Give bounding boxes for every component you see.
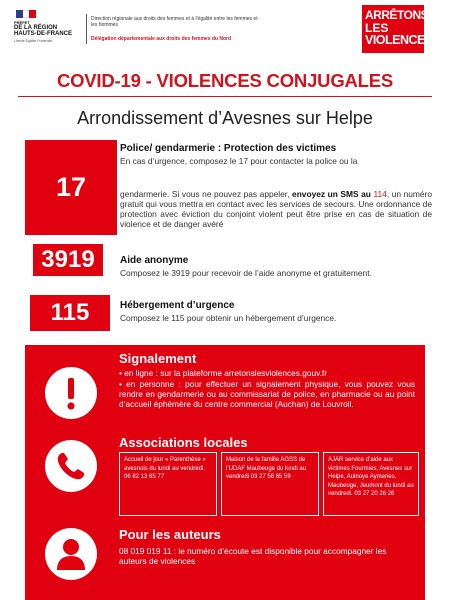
header-divider — [86, 14, 87, 44]
association-card: Maison de la famille AGSS de l’UDAF Maubeuge du lundi au vendredi 03 27 56 65 59 — [221, 452, 319, 516]
police-number-badge: 17 — [25, 140, 117, 235]
stop-logo-line2: LES — [365, 21, 389, 35]
delegation-text: Délégation départementale aux droits des femmes du Nord — [91, 36, 232, 42]
police-title: Police/ gendarmerie : Protection des victimes — [120, 143, 337, 154]
hebergement-body: Composez le 115 pour obtenir un hébergement d’urgence. — [120, 313, 337, 323]
auteurs-title: Pour les auteurs — [119, 527, 221, 542]
phone-icon — [45, 440, 97, 492]
associations-title: Associations locales — [119, 435, 248, 450]
police-body — [120, 189, 432, 229]
prefet-logo — [14, 10, 84, 43]
marianne-flag-icon — [16, 10, 36, 18]
signalement-online: • en ligne : sur la plateforme arretonslesviolences.gouv.fr — [119, 368, 327, 378]
association-card: AJAR service d’aide aux victimes Fourmies, Avesnes sur Helpe, Aulnoye Aymeries, Maubeuge, Jeumont du lundi au vendredi. 03 27 20 26 26 — [323, 452, 419, 516]
signalement-title: Signalement — [119, 351, 197, 366]
sms-number: 114 — [370, 189, 387, 199]
police-body-pre: gendarmerie. Si vous ne pouvez pas appeler, — [120, 189, 293, 199]
prefet-motto: Liberté Égalité Fraternité — [14, 39, 53, 43]
police-body-bold: envoyez un SMS au — [292, 189, 371, 199]
page-title: COVID-19 - VIOLENCES CONJUGALES — [56, 70, 394, 91]
title-divider — [18, 96, 432, 97]
direction-text: Direction régionale aux droits des femmes et à l'égalité entre les femmes et les hommes — [91, 16, 258, 28]
user-icon — [45, 528, 97, 580]
prefet-line1: PRÉFET — [14, 20, 30, 25]
stop-logo-line3: VIOLENCES — [365, 33, 433, 47]
prefet-line3: HAUTS-DE-FRANCE — [14, 31, 72, 37]
info-panel — [25, 345, 425, 600]
association-card: Accueil de jour « Parenthèse » avesnois du lundi au vendredi. 06 82 13 65 77 — [119, 452, 217, 516]
aide-title: Aide anonyme — [120, 255, 189, 266]
signalement-in-person: • en personne : pour effectuer un signalement physique, vous pouvez vous rendre en gendarmerie ou au commissariat de police, en pharmacie ou au point d’accueil éphémère du centre commercial (Auchan) de Louvroil. — [119, 379, 415, 409]
aide-body: Composez le 3919 pour recevoir de l’aide anonyme et gratuitement. — [120, 268, 372, 278]
police-body-post: , un numéro gratuit qui vous mettra en contact avec les services de secours. Une ordonnance de protection avec éviction du conjoint violent peut être prise en cas de situation de violence et de danger avéré — [120, 189, 433, 229]
police-first-line: En cas d’urgence, composez le 17 pour contacter la police ou la — [120, 156, 358, 166]
hebergement-number-badge: 115 — [30, 295, 110, 331]
header — [0, 0, 450, 58]
prefet-line2: DE LA RÉGION — [14, 25, 58, 31]
exclamation-icon — [45, 367, 97, 419]
page-subtitle: Arrondissement d’Avesnes sur Helpe — [77, 108, 373, 128]
auteurs-body: 08 019 019 11 : le numéro d’écoute est disponible pour accompagner les auteurs de violences — [119, 546, 387, 566]
aide-number-badge: 3919 — [33, 244, 103, 276]
stop-logo-line1: ARRÊTONS — [365, 8, 429, 22]
hebergement-title: Hébergement d’urgence — [120, 300, 235, 311]
arretons-les-violences-logo — [362, 5, 433, 53]
